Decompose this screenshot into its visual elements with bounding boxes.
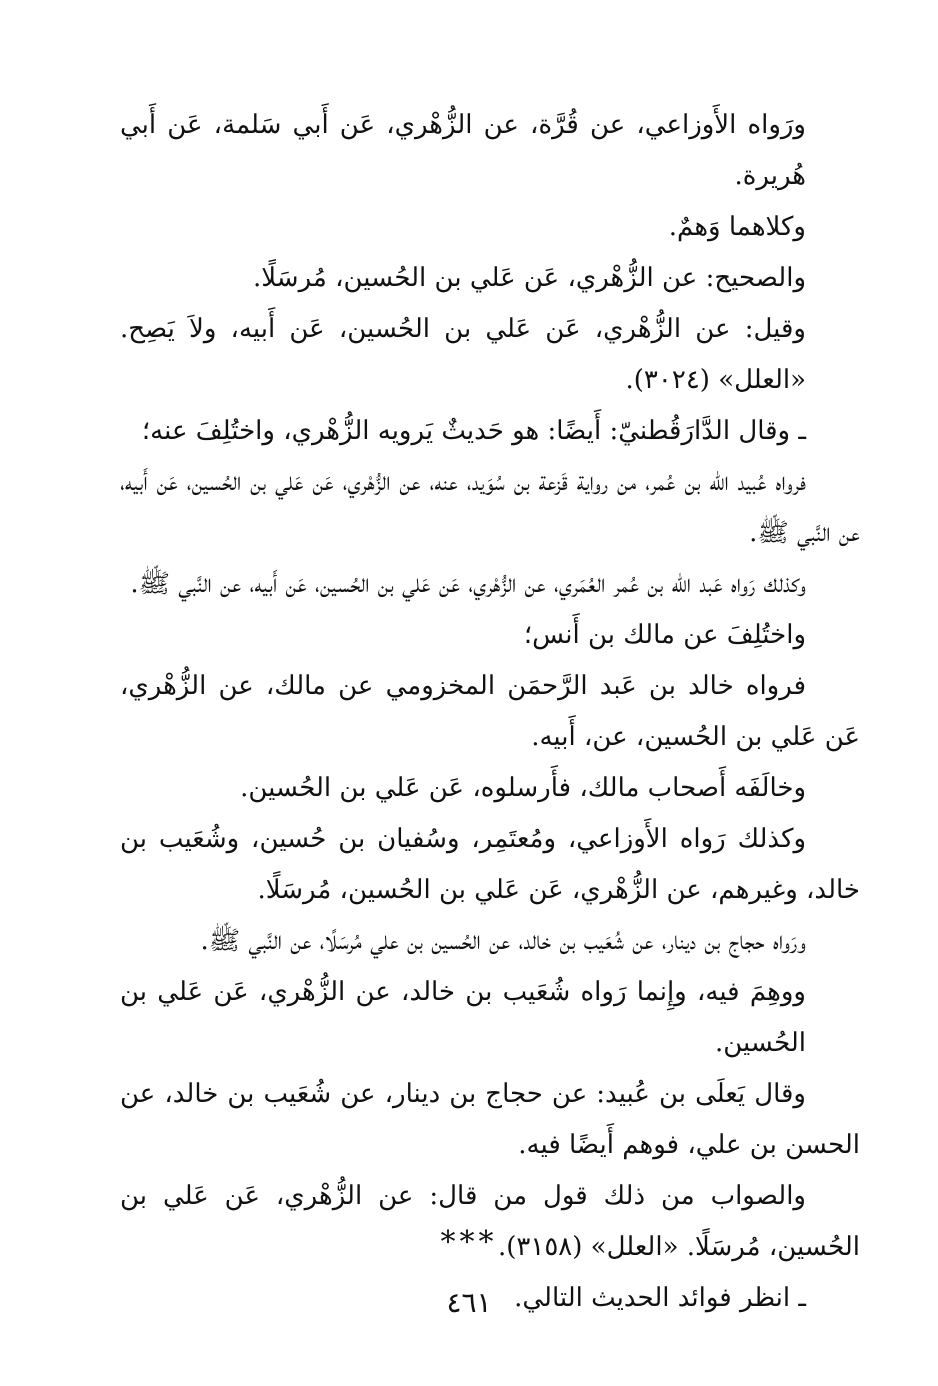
paragraph: ووهِمَ فيه، وإِنما رَواه شُعَيب بن خالد، عن الزُّهْري، عَن عَلي بن الحُسين. [120,977,806,1058]
paragraph: وكذلك رَواه الأَوزاعي، ومُعتَمِر، وسُفيان بن حُسين، وشُعَيب بن خالد، وغيرهم، عن الزُّهْري، عَن عَلي بن الحُسين، مُرسَلًا. [120,824,860,905]
paragraph: فرواه خالد بن عَبد الرَّحمَن المخزومي عن مالك، عن الزُّهْري، عَن عَلي بن الحُسين، عن، أَبيه. [120,671,860,752]
paragraph: ورَواه الأَوزاعي، عن قُرَّة، عن الزُّهْري، عَن أَبي سَلمة، عَن أَبي هُريرة. [120,110,806,191]
paragraph: واختُلِفَ عن مالك بن أَنس؛ [523,620,806,650]
paragraph: وقيل: عن الزُّهْري، عَن عَلي بن الحُسين، عَن أَبيه، ولاَ يَصِح. «العلل» (٣٠٢٤). [120,314,806,395]
paragraph: وكلاهما وَهمٌ. [668,212,806,242]
paragraph: والصواب من ذلك قول من قال: عن الزُّهْري، عَن عَلي بن الحُسين، مُرسَلًا. «العلل» (٣١٥٨). [120,1181,860,1262]
paragraph: ـ انظر فوائد الحديث التالي. [514,1283,806,1313]
paragraph: وكذلك رَواه عَبد الله بن عُمر العُمَري، عن الزُّهْري، عَن عَلي بن الحُسين، عَن أَبيه، عن النَّبي ﷺ. [130,569,806,599]
paragraph: فرواه عُبيد الله بن عُمر، من رواية قَزعة بن سُوَيد، عنه، عن الزُّهْري، عَن عَلي بن الحُسين، عَن أَبيه، عن النَّبي ﷺ. [120,467,860,548]
paragraph: وقال يَعلَى بن عُبيد: عن حجاج بن دينار، عن شُعَيب بن خالد، عن الحسن بن علي، فوهم أَيضًا فيه. [120,1079,860,1160]
page-body [120,100,860,1324]
section-separator: *** [440,1225,498,1260]
paragraph: ورَواه حجاج بن دينار، عن شُعَيب بن خالد، عن الحُسين بن علي مُرسَلًا، عن النَّبي ﷺ. [200,926,806,956]
paragraph: وخالَفَه أَصحاب مالك، فأَرسلوه، عَن عَلي بن الحُسين. [240,773,806,803]
paragraph: ـ وقال الدَّارَقُطنيّ: أَيضًا: هو حَديثٌ يَرويه الزُّهْري، واختُلِفَ عنه؛ [141,416,806,446]
paragraph: والصحيح: عن الزُّهْري، عَن عَلي بن الحُسين، مُرسَلًا. [253,263,806,293]
page-number: ٤٦١ [446,1286,492,1319]
